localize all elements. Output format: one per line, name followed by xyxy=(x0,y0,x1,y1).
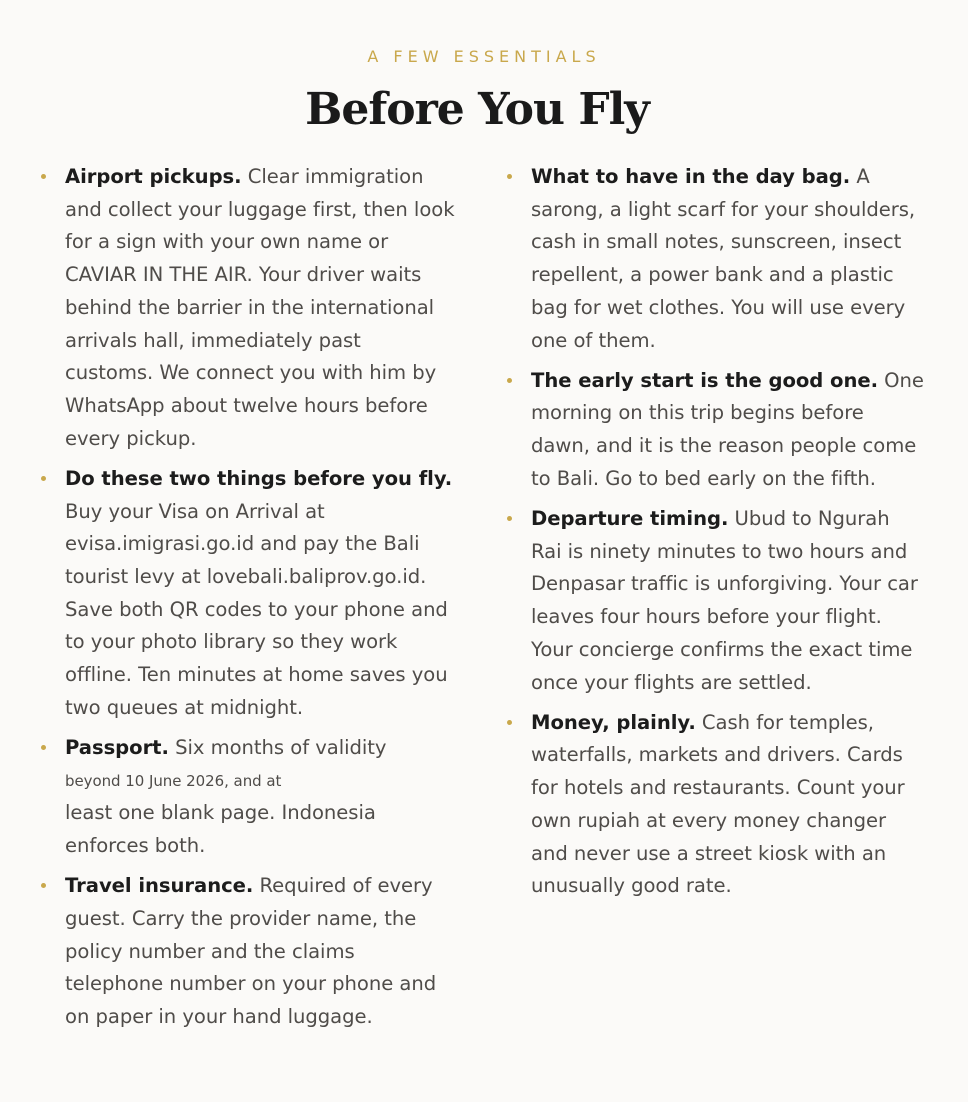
item-title: Money, plainly. xyxy=(531,710,696,734)
item-body: Buy your Visa on Arrival at evisa.imigrasi.go.id and pay the Bali tourist levy at lovebali.baliprov.go.id. Save both QR codes to your phone and to your photo library so they work offline. Ten minutes at home saves you two queues at midnight. xyxy=(65,499,448,719)
item-body: A sarong, a light scarf for your shoulders, cash in small notes, sunscreen, insect repellent, a power bank and a plastic bag for wet clothes. You will use every one of them. xyxy=(531,165,916,352)
right-column xyxy=(531,161,926,910)
item-body: Required of every guest. Carry the provider name, the policy number and the claims telephone number on your phone and on paper in your hand luggage. xyxy=(65,874,437,1029)
section-eyebrow: A FEW ESSENTIALS xyxy=(367,47,601,66)
bullet-dot-icon xyxy=(507,174,512,179)
bullet-dot-icon xyxy=(41,476,46,481)
bullet-dot-icon xyxy=(41,174,46,179)
item-title: Airport pickups. xyxy=(65,165,242,188)
item-body-small-line: beyond 10 June 2026, and at xyxy=(65,771,282,790)
item-title: Travel insurance. xyxy=(65,874,254,898)
list-item-money xyxy=(531,707,926,903)
left-column xyxy=(65,161,455,1041)
bullet-dot-icon xyxy=(507,378,512,383)
bullet-dot-icon xyxy=(41,883,46,888)
page-title: Before You Fly xyxy=(305,84,649,135)
item-body: Clear immigration and collect your luggage first, then look for a sign with your own name or CAVIAR IN THE AIR. Your driver waits behind the barrier in the international arrivals hall, immediately past customs. We connect you with him by WhatsApp about twelve hours before every pickup. xyxy=(65,165,455,450)
item-body: Six months of validity xyxy=(168,735,387,759)
list-item-travel-insurance xyxy=(65,870,455,1034)
item-title: Passport. xyxy=(65,735,169,759)
item-title: Do these two things before you fly. xyxy=(65,466,453,490)
bullet-dot-icon xyxy=(41,745,46,750)
list-item-early-start xyxy=(531,365,926,496)
item-body: One morning on this trip begins before dawn, and it is the reason people come to Bali. Go to bed early on the fifth. xyxy=(531,368,924,490)
bullet-dot-icon xyxy=(507,516,512,521)
list-item-day-bag xyxy=(531,161,926,357)
item-title: Departure timing. xyxy=(531,507,729,531)
item-body: Ubud to Ngurah Rai is ninety minutes to two hours and Denpasar traffic is unforgiving. Your car leaves four hours before your flight. Your concierge confirms the exact time once your flights are settled. xyxy=(531,507,918,694)
list-item-airport-pickups xyxy=(65,161,455,455)
list-item-departure-timing xyxy=(531,503,926,699)
bullet-dot-icon xyxy=(507,720,512,725)
item-body: Cash for temples, waterfalls, markets and drivers. Cards for hotels and restaurants. Count your own rupiah at every money changer and never use a street kiosk with an unusually good rate. xyxy=(531,710,905,898)
item-title: What to have in the day bag. xyxy=(531,165,851,188)
list-item-passport xyxy=(65,732,455,863)
item-title: The early start is the good one. xyxy=(531,368,878,392)
item-body-tail: least one blank page. Indonesia enforces both. xyxy=(65,801,376,858)
list-item-before-you-fly xyxy=(65,463,455,725)
